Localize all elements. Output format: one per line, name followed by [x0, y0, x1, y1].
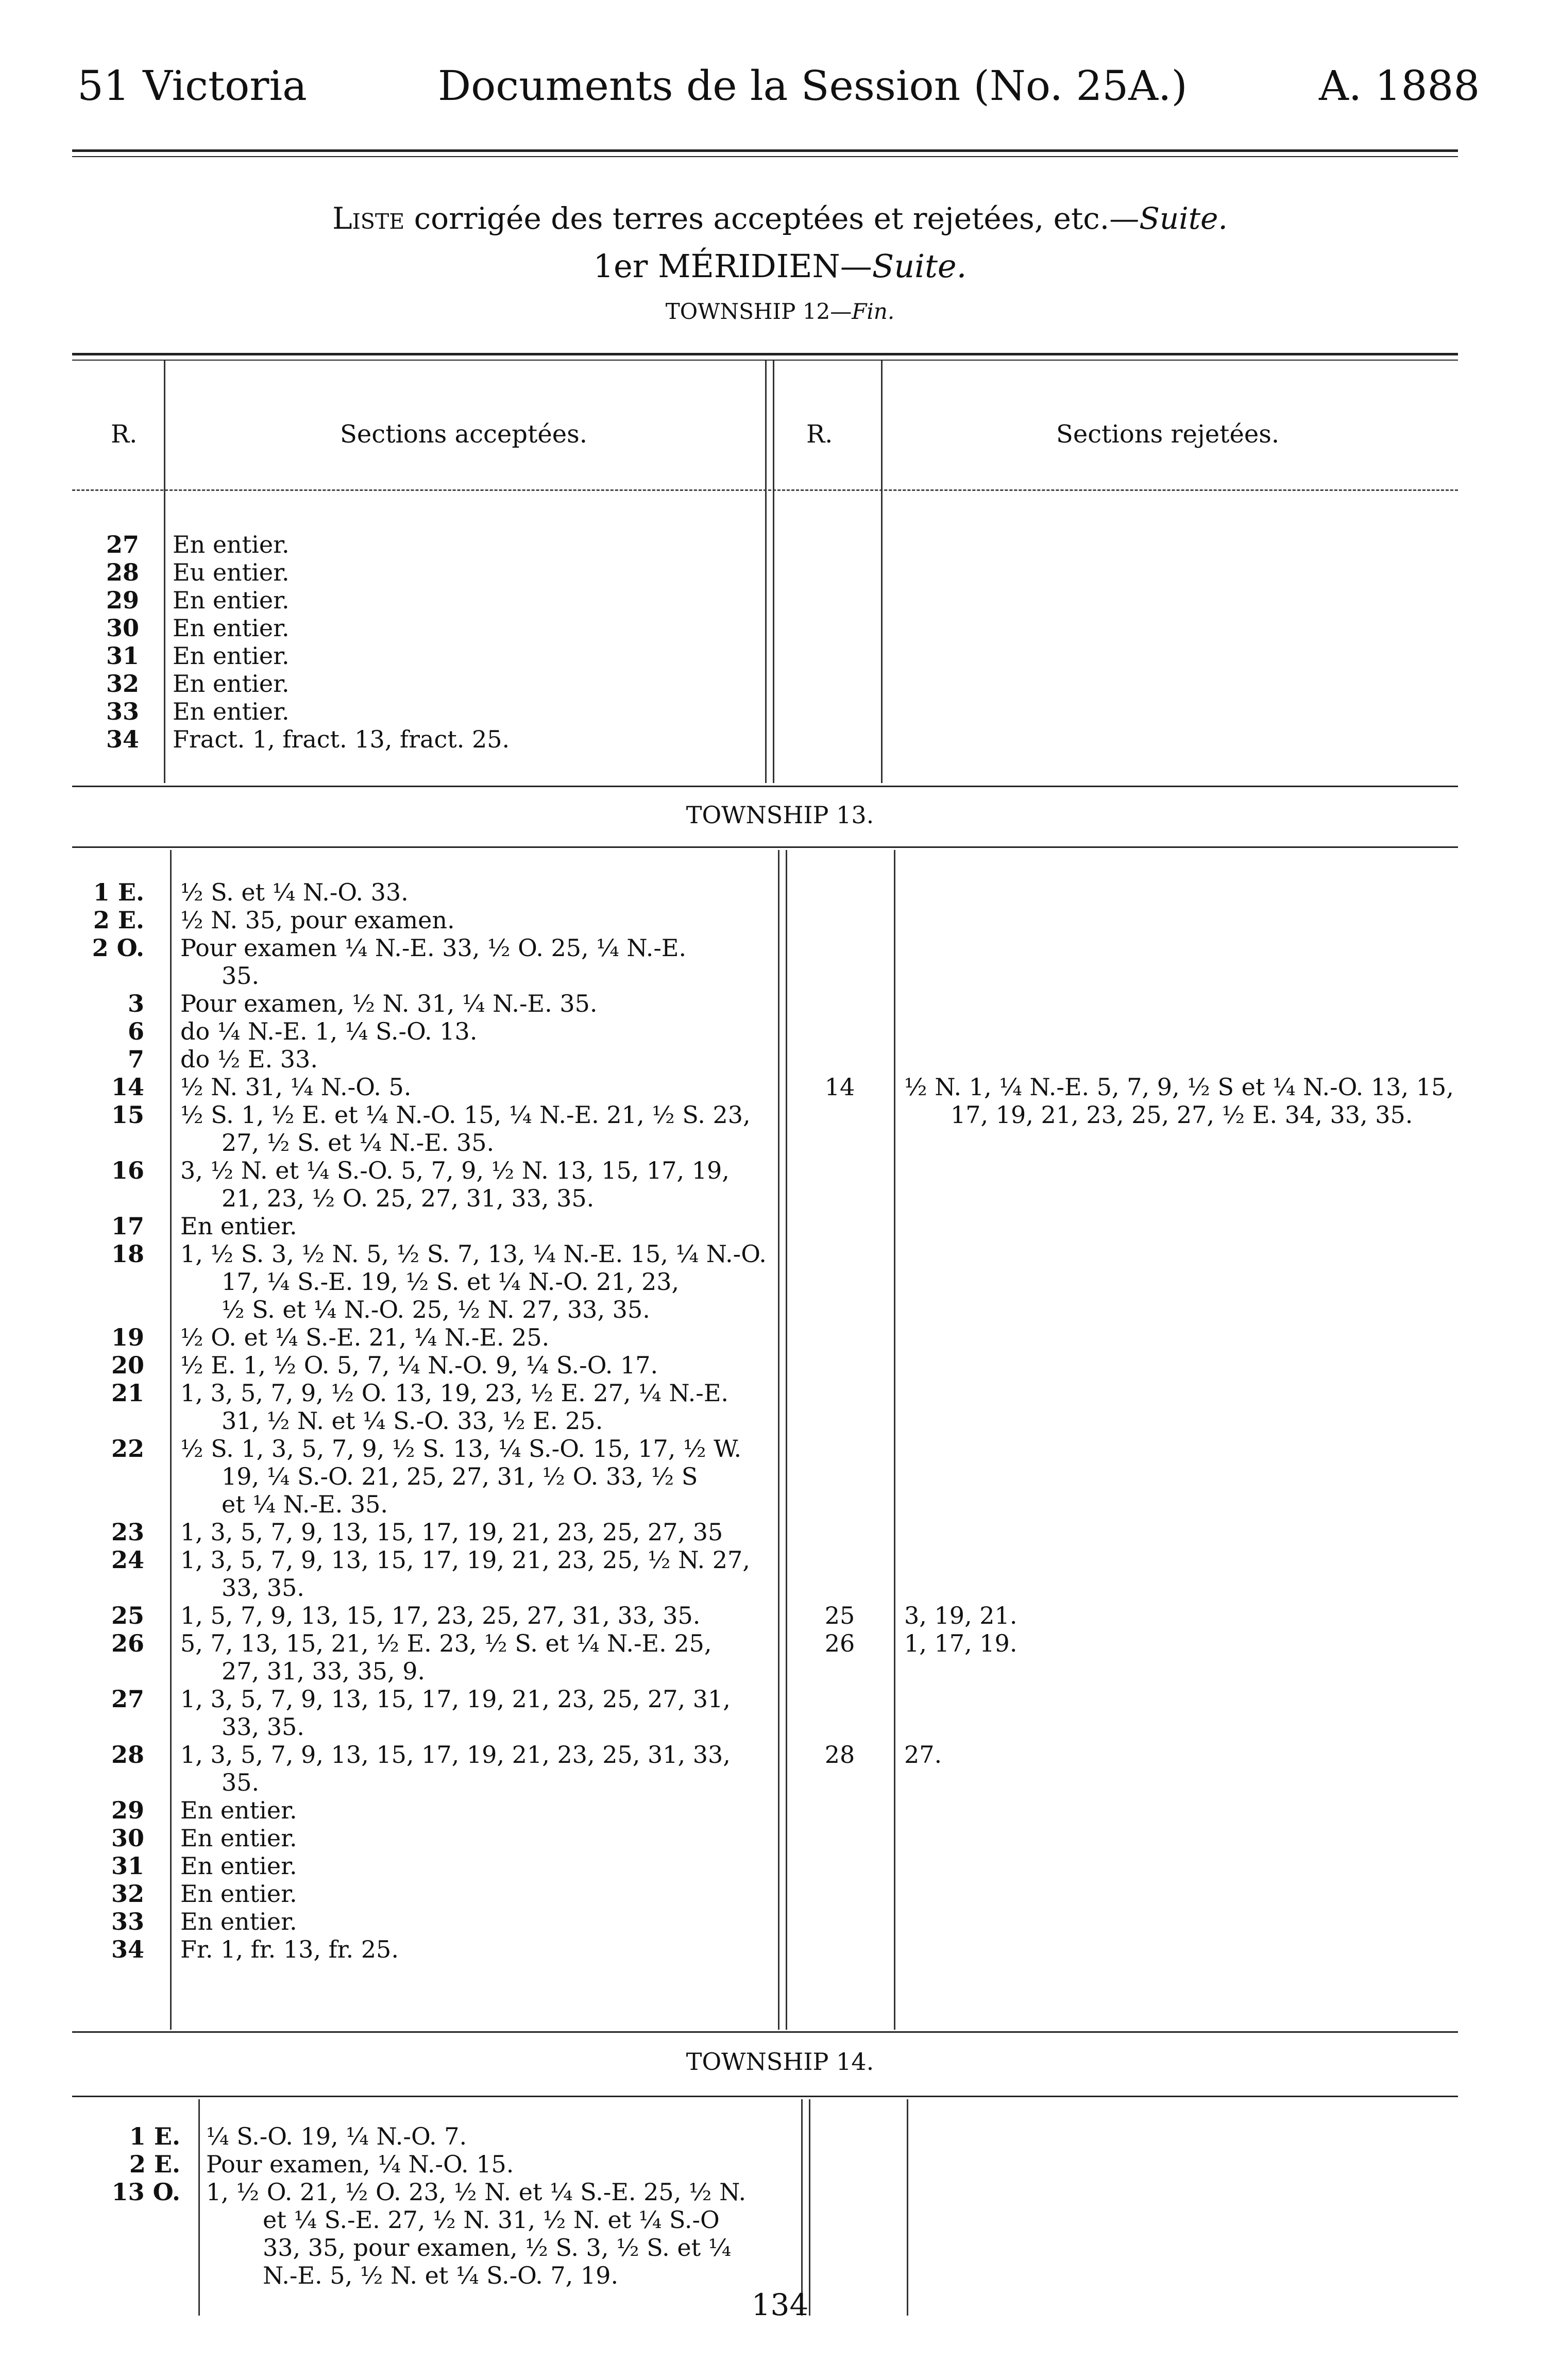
range-number: 2 E. [93, 906, 144, 934]
range-number: 2 O. [92, 934, 144, 962]
rejected-sections: 1, 17, 19. [904, 1629, 1018, 1657]
accepted-sections: ½ E. 1, ½ O. 5, 7, ¼ N.-O. 9, ¼ S.-O. 17. [180, 1351, 658, 1379]
range-number: 17 [111, 1212, 144, 1240]
range-number: 7 [127, 1045, 144, 1073]
page-number: 134 [751, 2287, 809, 2322]
accepted-sections: 1, 3, 5, 7, 9, 13, 15, 17, 19, 21, 23, 25, 31, 33, [180, 1741, 731, 1769]
accepted-sections-cont: ½ S. et ¼ N.-O. 25, ½ N. 27, 33, 35. [222, 1296, 650, 1323]
accepted-sections: ½ S. 1, 3, 5, 7, 9, ½ S. 13, ¼ S.-O. 15, 17, ½ W. [180, 1435, 742, 1463]
col-divider [881, 361, 883, 783]
meridian-title [0, 247, 1560, 285]
accepted-sections: Pour examen, ½ N. 31, ¼ N.-E. 35. [180, 990, 598, 1017]
accepted-sections-cont: 27, 31, 33, 35, 9. [222, 1657, 425, 1685]
accepted-sections: Fract. 1, fract. 13, fract. 25. [173, 725, 510, 753]
accepted-sections-cont: et ¼ N.-E. 35. [222, 1490, 388, 1518]
header-left: 51 Victoria [77, 62, 307, 110]
accepted-sections: 1, ½ O. 21, ½ O. 23, ½ N. et ¼ S.-E. 25, ½ N. [206, 2178, 747, 2206]
table-top-rule [72, 353, 1458, 355]
range-number: 34 [106, 725, 139, 753]
accepted-sections: 1, 3, 5, 7, 9, 13, 15, 17, 19, 21, 23, 25, 27, 35 [180, 1518, 723, 1546]
accepted-sections: do ¼ N.-E. 1, ¼ S.-O. 13. [180, 1017, 478, 1045]
header-right: A. 1888 [1319, 62, 1480, 110]
range-number: 31 [111, 1852, 144, 1880]
title-rest: corrigée des terres acceptées et rejetées, etc.— [404, 201, 1140, 236]
col-divider [778, 850, 779, 2030]
range-number: 13 O. [111, 2178, 180, 2206]
range-number: 31 [106, 642, 139, 670]
col-header-r2: R. [806, 420, 833, 449]
range-number: 20 [111, 1351, 144, 1379]
col-header-accepted: Sections acceptées. [340, 420, 588, 449]
accepted-sections-cont: et ¼ S.-E. 27, ½ N. 31, ½ N. et ¼ S.-O [263, 2206, 720, 2234]
range-number: 33 [106, 698, 139, 725]
range-number: 29 [111, 1796, 144, 1824]
township13-rule [72, 846, 1458, 848]
range-number: 14 [111, 1073, 144, 1101]
accepted-sections: 1, ½ S. 3, ½ N. 5, ½ S. 7, 13, ¼ N.-E. 15, ¼ N.-O. [180, 1240, 767, 1268]
range-number: 30 [111, 1824, 144, 1852]
accepted-sections: Fr. 1, fr. 13, fr. 25. [180, 1935, 399, 1963]
range-number: 18 [111, 1240, 144, 1268]
title-liste: Liste [332, 201, 405, 236]
accepted-sections: ½ N. 35, pour examen. [180, 906, 455, 934]
rejected-range-number: 25 [824, 1602, 855, 1629]
header-center: Documents de la Session (No. 25A.) [438, 62, 1188, 110]
accepted-sections: En entier. [180, 1796, 297, 1824]
range-number: 1 E. [129, 2122, 180, 2150]
accepted-sections: En entier. [173, 531, 290, 558]
accepted-sections: En entier. [173, 586, 290, 614]
accepted-sections: Pour examen, ¼ N.-O. 15. [206, 2150, 514, 2178]
range-number: 22 [111, 1435, 144, 1463]
township13-end-rule [72, 2031, 1458, 2033]
accepted-sections-cont: 33, 35. [222, 1574, 304, 1602]
range-number: 29 [106, 586, 139, 614]
col-divider [170, 850, 172, 2030]
col-header-rejected: Sections rejetées. [1056, 420, 1280, 449]
township14-rule [72, 2096, 1458, 2097]
meridian-suite: Suite. [872, 247, 967, 285]
accepted-sections: do ½ E. 33. [180, 1045, 318, 1073]
range-number: 15 [111, 1101, 144, 1129]
range-number: 19 [111, 1323, 144, 1351]
range-number: 27 [111, 1685, 144, 1713]
accepted-sections: En entier. [180, 1880, 297, 1908]
township12-main: TOWNSHIP 12— [665, 299, 852, 324]
range-number: 25 [111, 1602, 144, 1629]
accepted-sections-cont: 21, 23, ½ O. 25, 27, 31, 33, 35. [222, 1184, 595, 1212]
range-number: 6 [127, 1017, 144, 1045]
header-rule-top [72, 149, 1458, 152]
col-divider [809, 2099, 810, 2316]
accepted-sections: 1, 3, 5, 7, 9, 13, 15, 17, 19, 21, 23, 25, ½ N. 27, [180, 1546, 750, 1574]
range-number: 2 E. [129, 2150, 180, 2178]
accepted-sections: 1, 5, 7, 9, 13, 15, 17, 23, 25, 27, 31, 33, 35. [180, 1602, 701, 1629]
accepted-sections: En entier. [173, 614, 290, 642]
accepted-sections: ½ N. 31, ¼ N.-O. 5. [180, 1073, 412, 1101]
range-number: 30 [106, 614, 139, 642]
rejected-sections: 3, 19, 21. [904, 1602, 1018, 1629]
header-rule-bottom [72, 156, 1458, 157]
accepted-sections: En entier. [173, 642, 290, 670]
accepted-sections: ½ O. et ¼ S.-E. 21, ¼ N.-E. 25. [180, 1323, 550, 1351]
range-number: 28 [106, 558, 139, 586]
township12-end-rule [72, 786, 1458, 787]
accepted-sections: En entier. [173, 670, 290, 698]
accepted-sections-cont: 27, ½ S. et ¼ N.-E. 35. [222, 1129, 495, 1157]
accepted-sections: Eu entier. [173, 558, 290, 586]
range-number: 27 [106, 531, 139, 558]
col-divider [801, 2099, 803, 2316]
range-number: 3 [127, 990, 144, 1017]
col-header-r1: R. [111, 420, 138, 449]
range-number: 26 [111, 1629, 144, 1657]
accepted-sections: En entier. [180, 1852, 297, 1880]
accepted-sections-cont: 17, ¼ S.-E. 19, ½ S. et ¼ N.-O. 21, 23, [222, 1268, 680, 1296]
range-number: 32 [106, 670, 139, 698]
title-suite: Suite. [1139, 201, 1228, 236]
col-divider [786, 850, 787, 2030]
rejected-sections: 27. [904, 1741, 942, 1769]
accepted-sections: En entier. [180, 1212, 297, 1240]
accepted-sections: ½ S. 1, ½ E. et ¼ N.-O. 15, ¼ N.-E. 21, ½ S. 23, [180, 1101, 751, 1129]
col-divider [765, 361, 767, 783]
range-number: 33 [111, 1908, 144, 1935]
range-number: 28 [111, 1741, 144, 1769]
rejected-sections-cont: 17, 19, 21, 23, 25, 27, ½ E. 34, 33, 35. [951, 1101, 1413, 1129]
col-divider [164, 361, 165, 783]
rejected-range-number: 26 [824, 1629, 855, 1657]
accepted-sections-cont: 33, 35. [222, 1713, 304, 1741]
accepted-sections: En entier. [173, 698, 290, 725]
township13-heading: TOWNSHIP 13. [686, 801, 874, 829]
range-number: 21 [111, 1379, 144, 1407]
range-number: 16 [111, 1157, 144, 1184]
col-divider [894, 850, 895, 2030]
accepted-sections: ¼ S.-O. 19, ¼ N.-O. 7. [206, 2122, 467, 2150]
accepted-sections: Pour examen ¼ N.-E. 33, ½ O. 25, ¼ N.-E. [180, 934, 687, 962]
meridian-main: 1er MÉRIDIEN— [593, 247, 872, 285]
range-number: 34 [111, 1935, 144, 1963]
township12-fin: Fin. [852, 299, 895, 324]
accepted-sections-cont: 19, ¼ S.-O. 21, 25, 27, 31, ½ O. 33, ½ S [222, 1463, 698, 1490]
accepted-sections-cont: 31, ½ N. et ¼ S.-O. 33, ½ E. 25. [222, 1407, 603, 1435]
accepted-sections-cont: 35. [222, 962, 260, 990]
accepted-sections: ½ S. et ¼ N.-O. 33. [180, 878, 409, 906]
accepted-sections: 1, 3, 5, 7, 9, 13, 15, 17, 19, 21, 23, 25, 27, 31, [180, 1685, 731, 1713]
accepted-sections: 3, ½ N. et ¼ S.-O. 5, 7, 9, ½ N. 13, 15, 17, 19, [180, 1157, 730, 1184]
accepted-sections: En entier. [180, 1908, 297, 1935]
accepted-sections: 5, 7, 13, 15, 21, ½ E. 23, ½ S. et ¼ N.-E. 25, [180, 1629, 712, 1657]
range-number: 24 [111, 1546, 144, 1574]
range-number: 1 E. [93, 878, 144, 906]
rejected-sections: ½ N. 1, ¼ N.-E. 5, 7, 9, ½ S et ¼ N.-O. 13, 15, [904, 1073, 1454, 1101]
accepted-sections-cont: 33, 35, pour examen, ½ S. 3, ½ S. et ¼ [263, 2234, 732, 2262]
accepted-sections-cont: N.-E. 5, ½ N. et ¼ S.-O. 7, 19. [263, 2262, 619, 2289]
list-title [0, 201, 1560, 236]
range-number: 23 [111, 1518, 144, 1546]
accepted-sections: 1, 3, 5, 7, 9, ½ O. 13, 19, 23, ½ E. 27, ¼ N.-E. [180, 1379, 729, 1407]
col-divider [907, 2099, 908, 2316]
township12-title [0, 299, 1560, 324]
col-divider [198, 2099, 200, 2316]
accepted-sections: En entier. [180, 1824, 297, 1852]
township14-heading: TOWNSHIP 14. [686, 2048, 874, 2076]
col-divider [773, 361, 774, 783]
rejected-range-number: 28 [824, 1741, 855, 1769]
rejected-range-number: 14 [824, 1073, 855, 1101]
range-number: 32 [111, 1880, 144, 1908]
accepted-sections-cont: 35. [222, 1769, 260, 1796]
